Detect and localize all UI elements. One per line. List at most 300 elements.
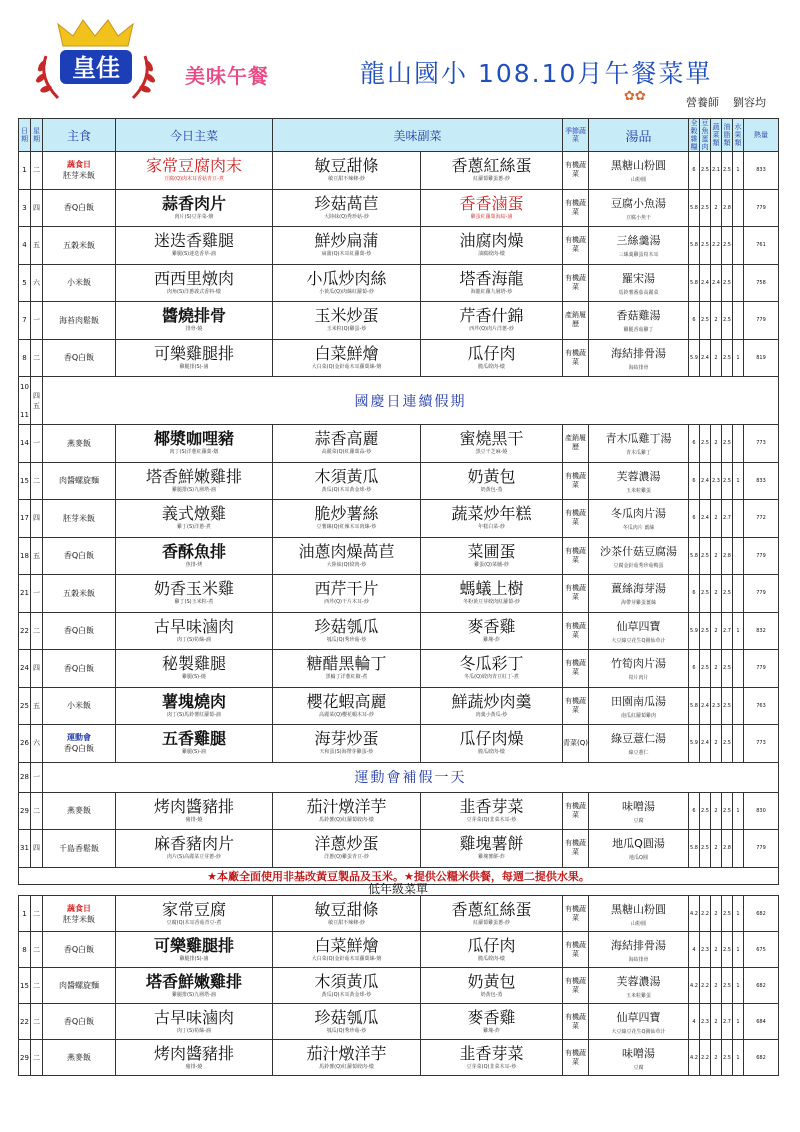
main-ingredients: 豆腐(Q)木耳香菇青豆-煮 <box>166 919 222 926</box>
side1-name: 茄汁燉洋芋 <box>306 796 387 816</box>
oil-value: 2.5 <box>722 687 733 725</box>
side1-name: 糖醋黑輪丁 <box>306 654 387 674</box>
calories-value: 833 <box>744 152 779 190</box>
soup-name: 青木瓜雞丁湯 <box>605 432 672 446</box>
side1-cell <box>273 1040 421 1076</box>
main-name: 家常豆腐 <box>161 899 226 919</box>
col-grain: 全穀雜糧 <box>690 119 698 151</box>
menu-row <box>19 537 779 575</box>
soup-cell <box>589 425 689 463</box>
vegetable-value: 2.3 <box>711 687 722 725</box>
grain-value: 5.8 <box>689 687 700 725</box>
soup-cell <box>589 575 689 613</box>
staple-cell <box>43 612 116 650</box>
soup-ingredients: 玉米粒雞蛋 <box>626 487 652 494</box>
holiday-day: 四 <box>33 391 40 400</box>
vegetable-value: 2 <box>711 500 722 538</box>
soup-ingredients: 豆腐 <box>633 1064 644 1071</box>
side1-name: 敏豆甜條 <box>314 899 379 919</box>
day-cell: 二 <box>31 152 43 190</box>
main-cell <box>116 302 273 340</box>
main-cell <box>116 932 273 968</box>
vegetable-value: 2 <box>711 830 722 868</box>
staple-name: 香Q白飯 <box>63 626 95 636</box>
soup-cell <box>589 612 689 650</box>
side1-name: 敏豆甜條 <box>314 156 379 176</box>
main-name: 香酥魚排 <box>161 541 226 561</box>
calories-value: 772 <box>744 500 779 538</box>
side2-cell <box>421 896 563 932</box>
vegetable-value: 2.3 <box>711 462 722 500</box>
vegetable-value: 2 <box>711 725 722 763</box>
day-cell <box>31 762 43 792</box>
side2-ingredients: 雞蛋紅蘿蔔海結-滷 <box>470 213 513 220</box>
menu-row <box>19 500 779 538</box>
side1-cell <box>273 264 421 302</box>
protein-value: 2.5 <box>700 792 711 830</box>
staple-cell <box>43 227 116 265</box>
staple-cell <box>43 462 116 500</box>
soup-name: 海結排骨湯 <box>611 346 667 360</box>
day-cell: 五 <box>31 687 43 725</box>
grain-value: 5.8 <box>689 830 700 868</box>
side1-cell <box>273 650 421 688</box>
side2-ingredients: 雞塊-炸 <box>483 1027 500 1034</box>
side1-ingredients: 馬鈴薯(Q)紅蘿蔔絞肉-燉 <box>319 816 374 823</box>
menu-row <box>19 302 779 340</box>
staple-name: 小米飯 <box>67 278 91 288</box>
grain-value: 4 <box>689 1004 700 1040</box>
fruit-value <box>733 264 744 302</box>
main-cell <box>116 792 273 830</box>
vegetable-value: 2.2 <box>711 227 722 265</box>
side2-cell <box>421 302 563 340</box>
soup-cell <box>589 725 689 763</box>
soup-cell <box>589 968 689 1004</box>
day-cell <box>31 377 43 425</box>
side1-ingredients: 大陸妹(Q)秀珍菇-炒 <box>324 213 369 220</box>
side2-cell <box>421 1040 563 1076</box>
staple-name: 海苔肉鬆飯 <box>59 315 99 325</box>
side2-ingredients: 冬粉黃豆芽絞肉紅蘿蔔-炒 <box>463 599 520 606</box>
date-cell: 25 <box>19 687 31 725</box>
seasonal-veg-cell: 有機蔬菜 <box>563 264 589 302</box>
menu-row <box>19 425 779 463</box>
main-ingredients: 雞腿排(S)-滷 <box>179 955 209 962</box>
menu-row <box>19 896 779 932</box>
side2-name: 螞蟻上樹 <box>459 579 524 599</box>
oil-value: 2.5 <box>722 227 733 265</box>
vegetable-value: 2.4 <box>711 264 722 302</box>
seasonal-veg-cell: 有機蔬菜 <box>563 896 589 932</box>
main-cell <box>116 830 273 868</box>
date-cell: 21 <box>19 575 31 613</box>
date-cell: 4 <box>19 227 31 265</box>
soup-name: 豆腐小魚湯 <box>611 196 667 210</box>
vegetable-value: 2 <box>711 339 722 377</box>
calories-value: 833 <box>744 462 779 500</box>
main-cell <box>116 612 273 650</box>
date-cell: 17 <box>19 500 31 538</box>
grain-value: 5.9 <box>689 339 700 377</box>
protein-value: 2.2 <box>700 968 711 1004</box>
seasonal-veg-cell: 有機蔬菜 <box>563 189 589 227</box>
lower-grade-title: 低年級菜單 <box>367 882 428 896</box>
main-ingredients: 雞丁(S)玉米粒-煮 <box>174 599 214 606</box>
protein-value: 2.4 <box>700 462 711 500</box>
side1-cell <box>273 792 421 830</box>
grain-value: 4.2 <box>689 1040 700 1076</box>
side2-name: 香蔥紅絲蛋 <box>451 899 532 919</box>
soup-cell <box>589 537 689 575</box>
fruit-value: 1 <box>733 1040 744 1076</box>
main-name: 迷迭香雞腿 <box>153 231 234 251</box>
staple-cell <box>43 500 116 538</box>
main-name: 烤肉醬豬排 <box>153 796 234 816</box>
main-ingredients: 豬排-燒 <box>185 816 203 823</box>
grain-value: 6 <box>689 500 700 538</box>
side1-ingredients: 敏豆甜不辣條-炒 <box>328 176 365 183</box>
protein-value: 2.3 <box>700 1004 711 1040</box>
side2-name: 麥香雞 <box>467 1007 516 1027</box>
side2-name: 冬瓜彩丁 <box>459 654 524 674</box>
col-day: 星期 <box>31 119 43 152</box>
side1-cell <box>273 687 421 725</box>
side1-cell <box>273 302 421 340</box>
soup-ingredients: 地瓜Q圓 <box>629 855 648 862</box>
protein-value: 2.5 <box>700 227 711 265</box>
seasonal-veg-cell: 有機蔬菜 <box>563 1004 589 1040</box>
main-ingredients: 肉丁(S)筍絲-滷 <box>177 636 211 643</box>
table-header-row <box>19 119 779 152</box>
soup-name: 竹筍肉片湯 <box>611 657 667 671</box>
day-cell: 六 <box>31 725 43 763</box>
oil-value: 2.5 <box>722 339 733 377</box>
side1-ingredients: 高麗菜(Q)櫻花蝦木耳-炒 <box>319 711 374 718</box>
side1-name: 油蔥肉燥萵苣 <box>298 541 395 561</box>
side2-name: 蜜燒黑干 <box>459 429 524 449</box>
side2-cell <box>421 189 563 227</box>
side1-ingredients: 馬鈴薯(Q)紅蘿蔔絞肉-燉 <box>319 1063 374 1070</box>
main-name: 烤肉醬豬排 <box>153 1043 234 1063</box>
side2-name: 香香滷蛋 <box>459 193 524 213</box>
soup-ingredients: 玉米粒雞蛋 <box>625 992 651 999</box>
side1-cell <box>273 575 421 613</box>
vegetable-value: 2 <box>711 968 722 1004</box>
date-cell: 8 <box>19 932 31 968</box>
soup-cell <box>589 152 689 190</box>
side2-cell <box>421 537 563 575</box>
vegetable-value: 2 <box>711 1040 722 1076</box>
main-cell <box>116 537 273 575</box>
main-ingredients: 雞腿排(S)九層塔-滷 <box>172 486 216 493</box>
seasonal-veg-cell: 有機蔬菜 <box>563 830 589 868</box>
staple-name: 香Q白飯 <box>63 203 95 213</box>
col-oil: 油脂類 <box>722 119 733 152</box>
soup-name: 羅宋湯 <box>622 271 656 285</box>
day-cell: 六 <box>31 264 43 302</box>
grain-value: 6 <box>689 650 700 688</box>
main-name: 家常豆腐肉末 <box>145 156 242 176</box>
seasonal-veg-cell: 青菜(Q) <box>563 725 589 763</box>
day-cell: 四 <box>31 830 43 868</box>
menu-row <box>19 687 779 725</box>
protein-value: 2.5 <box>700 425 711 463</box>
main-name: 古早味滷肉 <box>153 616 234 636</box>
staple-name: 肉醬螺旋麵 <box>59 476 99 486</box>
holiday-date: 11 <box>20 410 29 419</box>
seasonal-veg-cell: 有機蔬菜 <box>563 575 589 613</box>
date-cell: 14 <box>19 425 31 463</box>
staple-name: 五穀米飯 <box>63 240 95 250</box>
menu-row <box>19 650 779 688</box>
calories-value: 763 <box>744 687 779 725</box>
brand-logo <box>28 16 163 108</box>
menu-row <box>19 792 779 830</box>
side1-name: 珍菇萵苣 <box>314 193 379 213</box>
main-name: 可樂雞腿排 <box>153 343 234 363</box>
staple-name: 香Q白飯 <box>63 663 95 673</box>
calories-value: 830 <box>744 792 779 830</box>
side1-cell <box>273 462 421 500</box>
fruit-value <box>733 830 744 868</box>
side1-name: 木須黃瓜 <box>314 466 379 486</box>
soup-name: 黑糖山粉圓 <box>611 902 666 916</box>
grain-value: 4.2 <box>689 968 700 1004</box>
side1-cell <box>273 932 421 968</box>
soup-name: 芙蓉濃湯 <box>616 974 661 988</box>
soup-cell <box>589 687 689 725</box>
main-name: 秘製雞腿 <box>161 654 226 674</box>
soup-name: 味噌湯 <box>622 1046 655 1060</box>
staple-cell <box>43 1040 116 1076</box>
oil-value: 2.5 <box>722 575 733 613</box>
protein-value: 2.5 <box>700 189 711 227</box>
grain-value: 6 <box>689 152 700 190</box>
fruit-value <box>733 537 744 575</box>
brand-name: 皇佳 <box>72 54 120 82</box>
oil-value: 2.5 <box>722 792 733 830</box>
day-cell: 二 <box>31 462 43 500</box>
side1-ingredients: 小黃瓜(Q)肉絲紅蘿蔔-炒 <box>319 288 374 295</box>
date-cell: 8 <box>19 339 31 377</box>
calories-value: 675 <box>744 932 779 968</box>
protein-value: 2.4 <box>700 500 711 538</box>
date-cell: 5 <box>19 264 31 302</box>
side1-cell <box>273 968 421 1004</box>
day-cell: 四 <box>31 650 43 688</box>
date-cell: 15 <box>19 968 31 1004</box>
oil-value: 2.5 <box>722 425 733 463</box>
monthly-menu-table <box>18 118 779 885</box>
menu-row <box>19 264 779 302</box>
side2-ingredients: 豆芽菜(Q)韭菜木耳-炒 <box>466 1063 517 1070</box>
side1-cell <box>273 189 421 227</box>
staple-tag: 蔬食日 <box>67 160 91 170</box>
side2-cell <box>421 152 563 190</box>
side2-ingredients: 奶黃包-蒸 <box>480 486 503 493</box>
side2-ingredients: 豆芽菜(Q)韭菜木耳-炒 <box>466 816 517 823</box>
main-cell <box>116 896 273 932</box>
soup-cell <box>589 792 689 830</box>
staple-cell <box>43 650 116 688</box>
fruit-value: 1 <box>733 932 744 968</box>
soup-ingredients: 綠豆薏仁 <box>628 750 649 757</box>
calories-value: 832 <box>744 612 779 650</box>
calories-value: 779 <box>744 575 779 613</box>
side1-ingredients: 玉米粒(Q)雞蛋-炒 <box>326 326 367 333</box>
fruit-value <box>733 687 744 725</box>
grain-value: 6 <box>689 575 700 613</box>
side2-name: 瓜仔肉 <box>467 343 516 363</box>
brand-tagline: 美味午餐 <box>185 64 269 88</box>
main-name: 古早味滷肉 <box>153 1007 234 1027</box>
protein-value: 2.2 <box>700 896 711 932</box>
staple-cell <box>43 189 116 227</box>
page-header <box>0 0 800 118</box>
grain-value: 5.8 <box>689 264 700 302</box>
menu-row <box>19 152 779 190</box>
holiday-text: 運動會補假一天 <box>43 762 779 792</box>
staple-name: 胚芽米飯 <box>63 171 95 181</box>
holiday-text: 國慶日連續假期 <box>43 377 779 425</box>
grain-value: 5.8 <box>689 537 700 575</box>
soup-ingredients: 豆腐金針菇秀珍菇鴨蛋 <box>613 562 664 569</box>
side1-name: 洋蔥炒蛋 <box>314 834 379 854</box>
staple-cell <box>43 792 116 830</box>
date-cell: 22 <box>19 1004 31 1040</box>
date-cell <box>19 762 31 792</box>
day-cell: 五 <box>31 227 43 265</box>
seasonal-veg-cell: 有機蔬菜 <box>563 500 589 538</box>
side1-name: 珍菇瓠瓜 <box>314 1007 379 1027</box>
day-cell: 一 <box>31 575 43 613</box>
col-vegetable: 蔬菜類 <box>711 119 722 152</box>
main-ingredients: 肉片(S)高麗菜豆芽蔥-炒 <box>167 854 221 861</box>
main-name: 可樂雞腿排 <box>153 935 234 955</box>
date-cell: 1 <box>19 896 31 932</box>
seasonal-veg-cell: 有機蔬菜 <box>563 687 589 725</box>
side1-ingredients: 黑輪丁洋蔥紅椒-煮 <box>325 674 368 681</box>
side1-cell <box>273 500 421 538</box>
soup-ingredients: 筍片肉片 <box>628 675 649 682</box>
side1-cell <box>273 612 421 650</box>
staple-name: 香Q白飯 <box>63 945 95 954</box>
side2-name: 奶黃包 <box>467 971 516 991</box>
date-cell: 26 <box>19 725 31 763</box>
soup-ingredients: 青木瓜雞丁 <box>626 450 652 457</box>
date-cell: 18 <box>19 537 31 575</box>
oil-value: 2.5 <box>722 264 733 302</box>
staple-cell <box>43 264 116 302</box>
main-ingredients: 肉丁(S)馬鈴薯紅蘿蔔-滷 <box>167 711 221 718</box>
menu-row <box>19 612 779 650</box>
col-date: 日期 <box>19 119 31 152</box>
side2-ingredients: 冬瓜(Q)絞肉青豆紅丁-煮 <box>464 674 519 681</box>
staple-name: 小米飯 <box>67 701 91 711</box>
calories-value: 758 <box>744 264 779 302</box>
side1-name: 木須黃瓜 <box>314 971 379 991</box>
vegetable-value: 2 <box>711 612 722 650</box>
calories-value: 761 <box>744 227 779 265</box>
seasonal-veg-cell: 有機蔬菜 <box>563 152 589 190</box>
side2-ingredients: 肉羹小黃瓜-炒 <box>475 711 508 718</box>
main-ingredients: 雞腿排(S)九層塔-滷 <box>172 991 216 998</box>
vegetable-value: 2 <box>711 425 722 463</box>
main-cell <box>116 1040 273 1076</box>
staple-cell <box>43 968 116 1004</box>
side2-name: 油腐肉燥 <box>459 231 524 251</box>
fruit-value: 1 <box>733 896 744 932</box>
side1-name: 茄汁燉洋芋 <box>306 1043 387 1063</box>
side1-ingredients: 大白菜(Q)金針菇木耳蘿蔔絲-燴 <box>311 363 382 370</box>
side2-ingredients: 海龍紅蘿九層塔-炒 <box>470 288 513 295</box>
seasonal-veg-cell: 有機蔬菜 <box>563 227 589 265</box>
side2-cell <box>421 650 563 688</box>
oil-value: 2.8 <box>722 189 733 227</box>
grain-value: 6 <box>689 425 700 463</box>
side1-cell <box>273 830 421 868</box>
side2-cell <box>421 612 563 650</box>
col-protein: 豆魚蛋肉 <box>701 119 709 151</box>
side1-name: 鮮炒扁蒲 <box>314 231 379 251</box>
side2-name: 香蔥紅絲蛋 <box>451 156 532 176</box>
date-cell <box>19 377 31 425</box>
seasonal-veg-cell: 有機蔬菜 <box>563 792 589 830</box>
protein-value: 2.5 <box>700 650 711 688</box>
col-side: 美味副菜 <box>273 119 563 152</box>
calories-value: 779 <box>744 537 779 575</box>
grain-value: 5.9 <box>689 725 700 763</box>
side2-ingredients: 雞塊薯餅-炸 <box>478 854 505 861</box>
main-ingredients: 雞腿(S)-燒 <box>182 674 206 681</box>
supply-notice: ★本廠全面使用非基改黃豆製品及玉米。★提供公糧米供餐，每週二提供水果。 <box>19 867 779 884</box>
holiday-row <box>19 762 779 792</box>
soup-name: 香菇雞湯 <box>616 309 661 323</box>
soup-ingredients: 南瓜紅蘿蔔雞肉 <box>621 712 657 719</box>
seasonal-veg-cell: 有機蔬菜 <box>563 1040 589 1076</box>
grain-value: 5.8 <box>689 227 700 265</box>
soup-ingredients: 豆腐小魚干 <box>626 214 652 221</box>
grain-value: 6 <box>689 302 700 340</box>
soup-name: 三絲羹湯 <box>616 234 661 248</box>
soup-name: 綠豆薏仁湯 <box>611 732 667 746</box>
grain-value: 4.2 <box>689 896 700 932</box>
soup-name: 海結排骨湯 <box>611 938 666 952</box>
side2-cell <box>421 227 563 265</box>
soup-name: 冬瓜肉片湯 <box>611 507 667 521</box>
seasonal-veg-cell: 有機蔬菜 <box>563 968 589 1004</box>
side1-name: 櫻花蝦高麗 <box>306 691 387 711</box>
side1-name: 白菜鮮燴 <box>314 343 379 363</box>
staple-cell <box>43 152 116 190</box>
page-title: 龍山國小 108.10月午餐菜單 <box>360 59 713 88</box>
protein-value: 2.5 <box>700 612 711 650</box>
side1-name: 海芽炒蛋 <box>314 729 379 749</box>
side2-ingredients: 黑豆干芝麻-燒 <box>475 449 508 456</box>
date-cell: 29 <box>19 1040 31 1076</box>
day-cell: 四 <box>31 189 43 227</box>
seasonal-veg-cell: 產銷履歷 <box>563 302 589 340</box>
day-cell: 五 <box>31 537 43 575</box>
soup-cell <box>589 264 689 302</box>
col-soup: 湯品 <box>589 119 689 152</box>
protein-value: 2.3 <box>700 932 711 968</box>
soup-ingredients: 海結排骨 <box>628 364 649 371</box>
grain-value: 6 <box>689 792 700 830</box>
fruit-value <box>733 302 744 340</box>
date-cell: 29 <box>19 792 31 830</box>
